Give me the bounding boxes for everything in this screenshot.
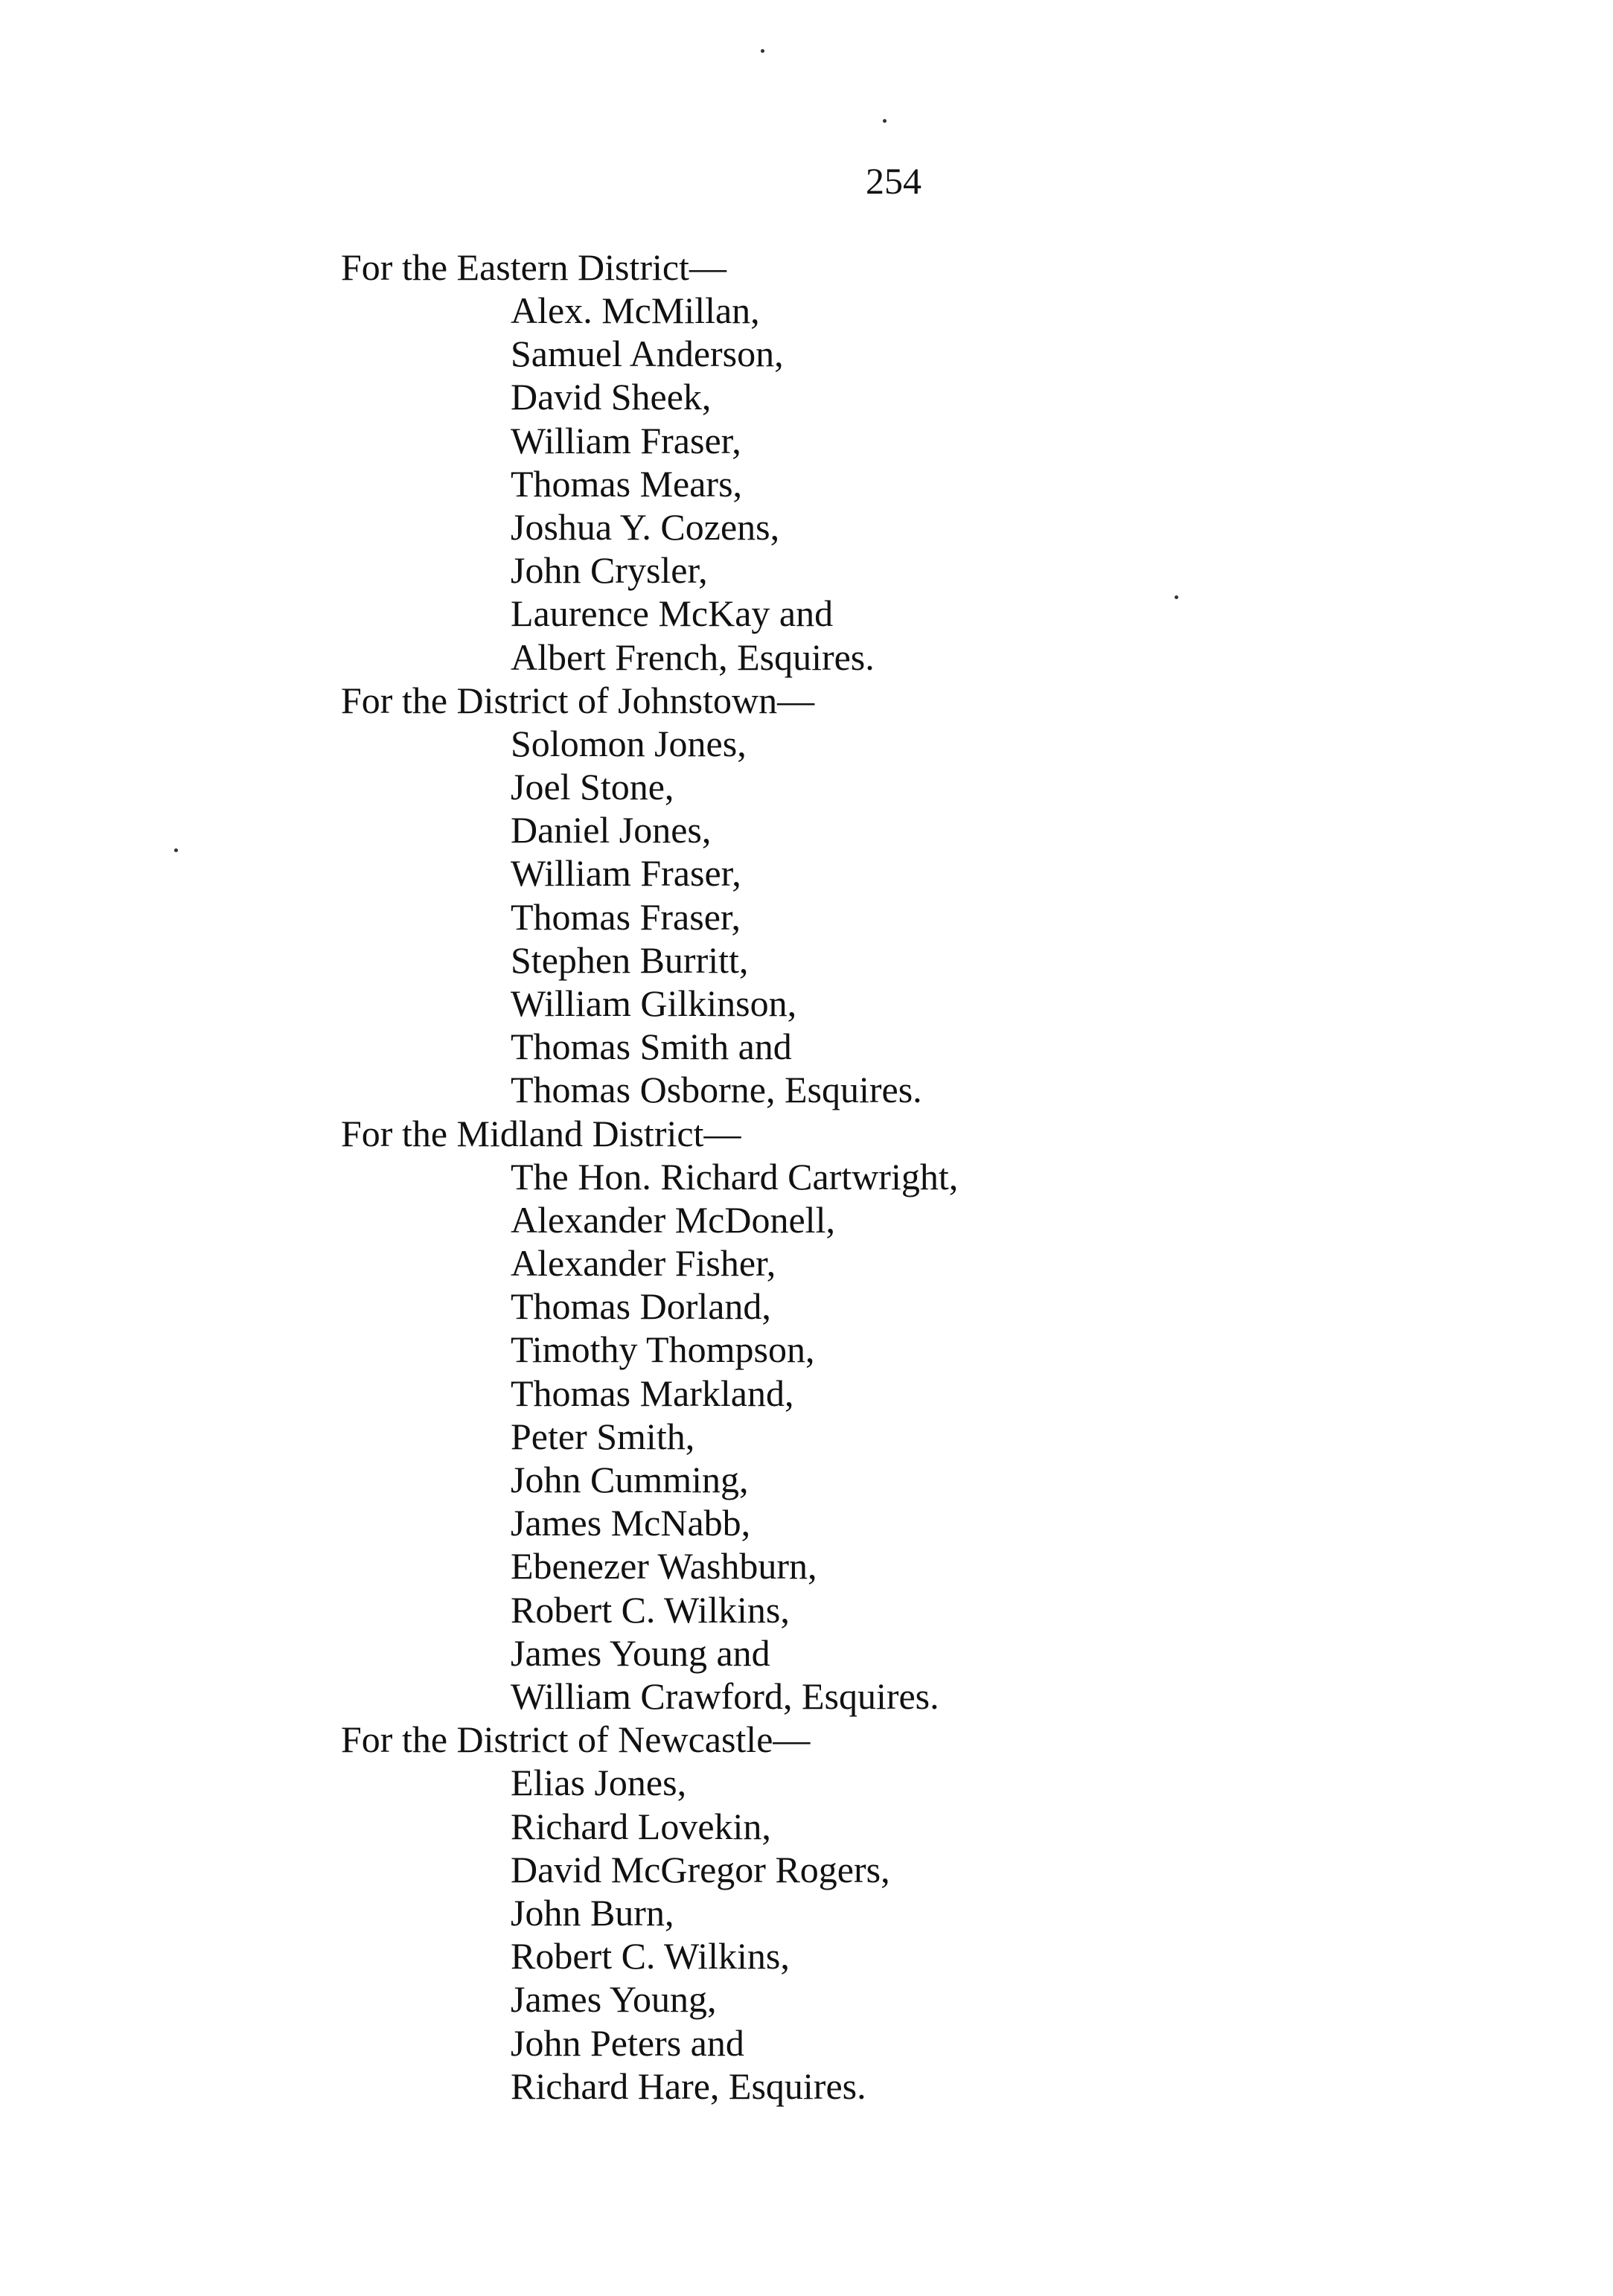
list-item: Robert C. Wilkins,	[511, 1935, 790, 1977]
list-item: William Gilkinson,	[511, 982, 797, 1025]
scan-speck	[761, 49, 764, 53]
list-item: Richard Lovekin,	[511, 1805, 771, 1847]
name-list	[341, 722, 1532, 1112]
list-item: David Sheek,	[511, 376, 712, 418]
list-item: Thomas Smith and	[511, 1026, 792, 1068]
district-johnstown	[341, 679, 1532, 1112]
list-item: Alexander Fisher,	[511, 1242, 776, 1285]
district-newcastle	[341, 1718, 1532, 2108]
list-item: John Peters and	[511, 2021, 744, 2064]
list-item: James Young and	[511, 1631, 770, 1674]
list-item: Timothy Thompson,	[511, 1328, 815, 1371]
district-list	[341, 246, 1532, 2108]
list-item: John Cumming,	[511, 1459, 749, 1501]
district-heading: For the Eastern District—	[341, 246, 726, 288]
list-item: Thomas Markland,	[511, 1372, 794, 1414]
list-item: David McGregor Rogers,	[511, 1848, 890, 1890]
list-item: Stephen Burritt,	[511, 938, 749, 981]
list-item: Daniel Jones,	[511, 809, 712, 851]
district-heading: For the Midland District—	[341, 1112, 741, 1154]
district-midland	[341, 1112, 1532, 1718]
list-item: Laurence McKay and	[511, 592, 834, 635]
list-item: Thomas Mears,	[511, 462, 743, 505]
list-item: William Fraser,	[511, 852, 741, 895]
list-item: Ebenezer Washburn,	[511, 1545, 817, 1587]
scan-speck	[174, 848, 178, 852]
list-item: Alex. McMillan,	[511, 290, 760, 331]
list-item: Joshua Y. Cozens,	[511, 506, 780, 549]
list-item: Solomon Jones,	[511, 722, 747, 764]
list-item: William Fraser,	[511, 419, 741, 461]
list-item: Richard Hare, Esquires.	[511, 2065, 866, 2107]
name-list	[341, 1761, 1532, 2108]
list-item: Peter Smith,	[511, 1415, 695, 1457]
list-item: Thomas Fraser,	[511, 895, 741, 938]
list-item: Thomas Dorland,	[511, 1285, 771, 1328]
list-item: James McNabb,	[511, 1502, 751, 1544]
list-item: James Young,	[511, 1978, 717, 2021]
list-item: John Crysler,	[511, 549, 708, 592]
list-item: The Hon. Richard Cartwright,	[511, 1155, 959, 1197]
list-item: Albert French, Esquires.	[511, 636, 875, 678]
list-item: John Burn,	[511, 1891, 674, 1934]
list-item: Elias Jones,	[511, 1762, 687, 1804]
name-list	[341, 1155, 1532, 1718]
district-eastern	[341, 246, 1532, 679]
scan-speck	[883, 119, 887, 123]
list-item: Thomas Osborne, Esquires.	[511, 1069, 922, 1111]
list-item: Samuel Anderson,	[511, 333, 784, 375]
list-item: William Crawford, Esquires.	[511, 1675, 939, 1718]
list-item: Joel Stone,	[511, 766, 674, 808]
name-list	[341, 289, 1532, 679]
list-item: Alexander McDonell,	[511, 1198, 835, 1241]
list-item: Robert C. Wilkins,	[511, 1588, 790, 1631]
district-heading: For the District of Newcastle—	[341, 1718, 811, 1761]
page-number: 254	[866, 160, 922, 202]
district-heading: For the District of Johnstown—	[341, 679, 815, 721]
